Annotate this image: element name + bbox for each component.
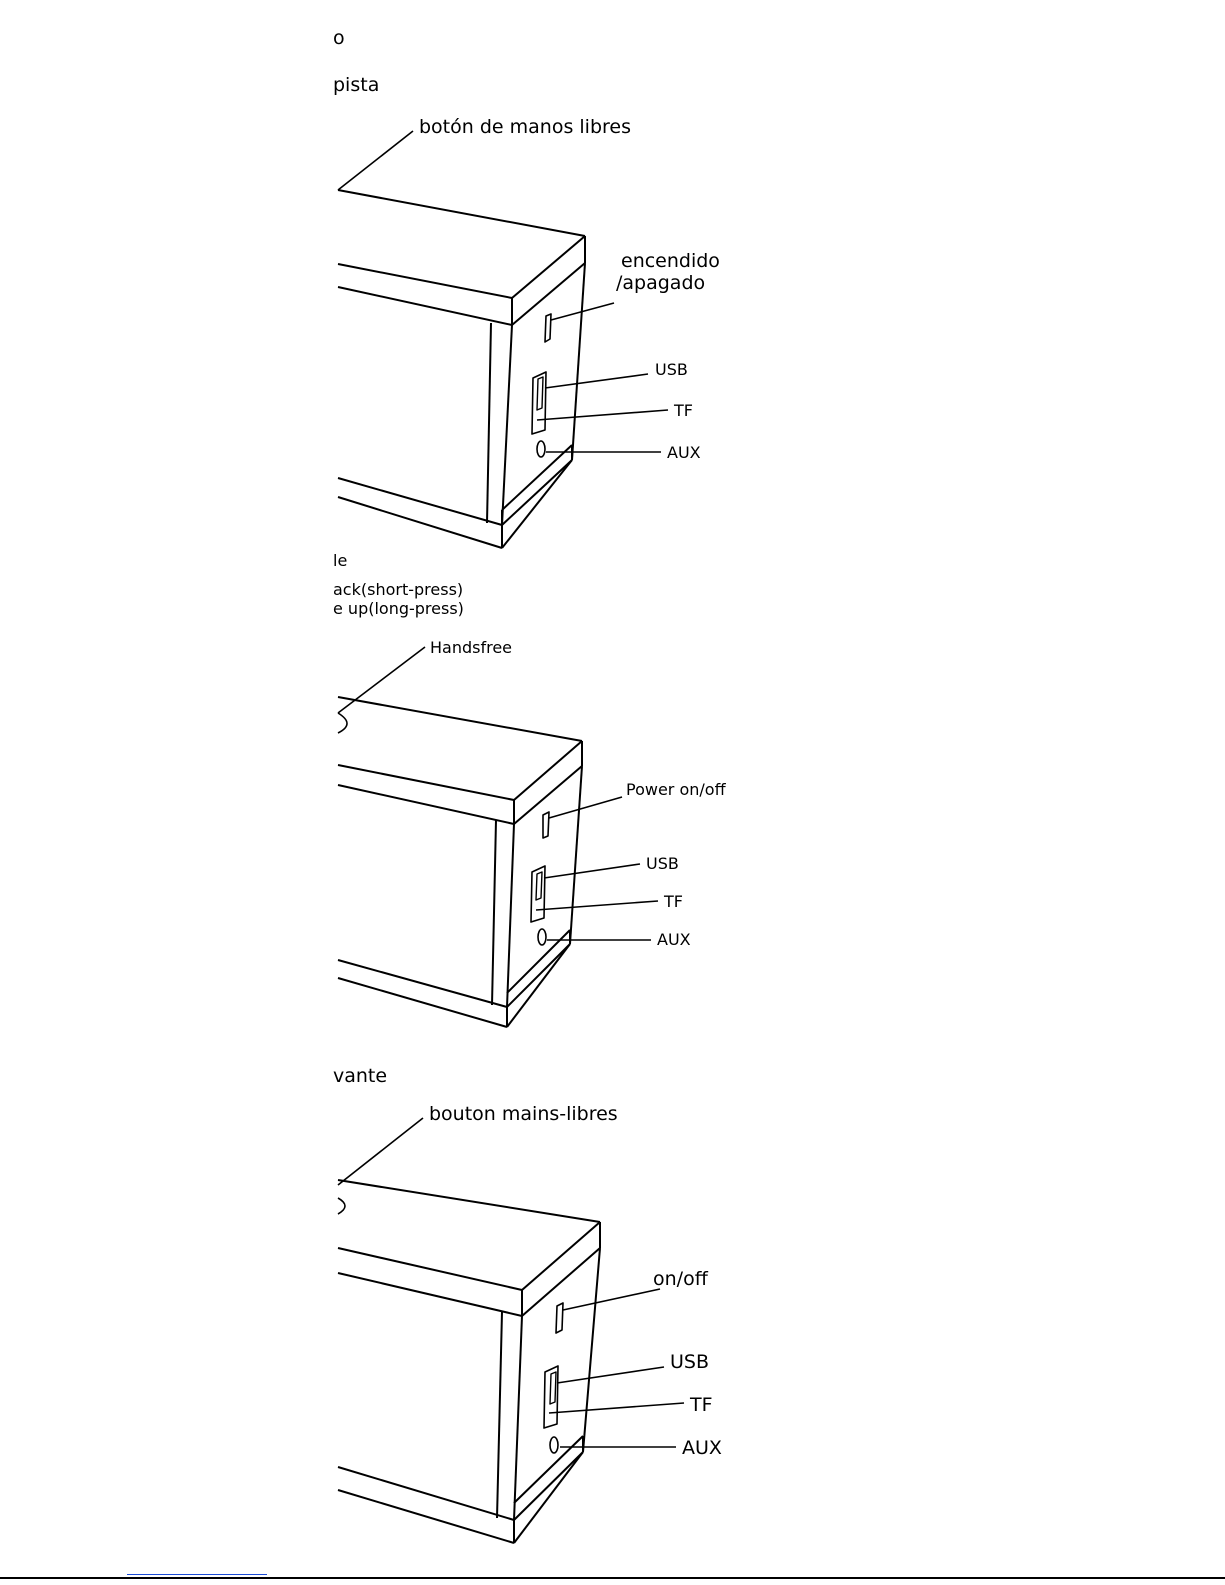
- aux-label: AUX: [667, 443, 701, 462]
- handsfree-button-label: bouton mains-libres: [429, 1103, 618, 1125]
- power-label-line2: /apagado: [616, 272, 706, 294]
- usb-label: USB: [655, 360, 688, 379]
- cropped-text-line: e up(long-press): [333, 599, 464, 618]
- cropped-text-line: ack(short-press): [333, 580, 464, 599]
- footer-link-underline: [127, 1574, 267, 1575]
- cropped-section-heading: vante: [333, 1065, 388, 1087]
- aux-label: AUX: [657, 930, 691, 949]
- power-label: Power on/off: [626, 780, 726, 799]
- cropped-section-heading: pista: [333, 74, 380, 96]
- tf-label: TF: [674, 401, 693, 420]
- tf-label: TF: [690, 1394, 713, 1416]
- handsfree-button-label: Handsfree: [430, 638, 513, 657]
- cropped-text-line: le: [333, 551, 348, 570]
- cropped-text-line: o: [333, 27, 345, 49]
- speaker-diagram-es: [338, 131, 668, 548]
- tf-label: TF: [664, 892, 683, 911]
- speaker-diagram-en: [338, 647, 658, 1027]
- handsfree-button-label: botón de manos libres: [419, 116, 631, 138]
- footer-rule: [0, 1577, 1225, 1579]
- power-label-line1: encendido: [621, 250, 720, 272]
- aux-label: AUX: [682, 1437, 722, 1459]
- speaker-diagram-fr: [338, 1118, 684, 1543]
- usb-label: USB: [670, 1351, 710, 1373]
- usb-label: USB: [646, 854, 679, 873]
- power-label: on/off: [653, 1268, 708, 1290]
